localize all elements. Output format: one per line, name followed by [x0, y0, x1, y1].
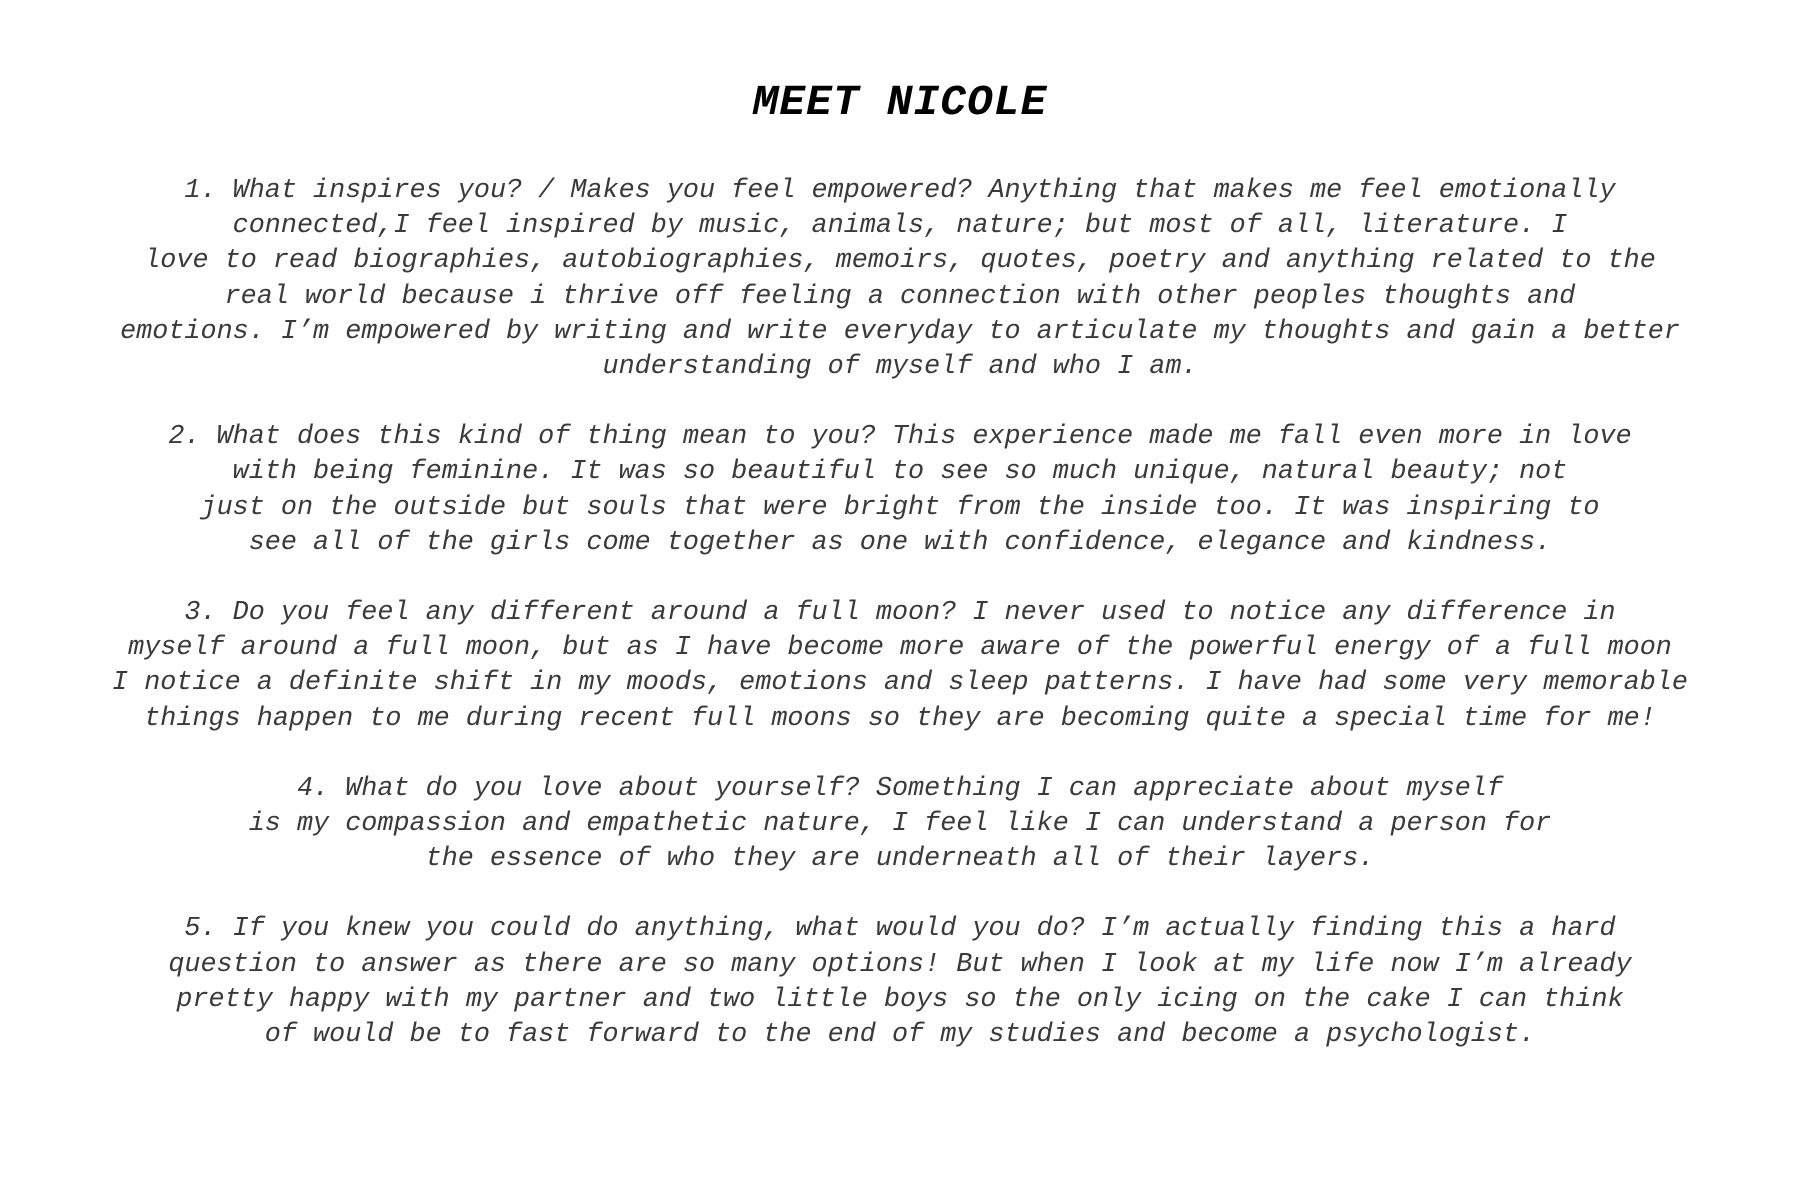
text-line: 2. What does this kind of thing mean to you? This experience made me fall even more in love [168, 422, 1632, 453]
qa-item-2 [0, 420, 1800, 561]
qa-list [0, 174, 1800, 1053]
text-line: with being feminine. It was so beautiful to see so much unique, natural beauty; not [232, 457, 1568, 488]
text-line: I notice a definite shift in my moods, emotions and sleep patterns. I have had some very memorable [112, 668, 1688, 699]
text-line: 4. What do you love about yourself? Something I can appreciate about myself [296, 773, 1504, 804]
text-line: just on the outside but souls that were bright from the inside too. It was inspiring to [200, 492, 1600, 523]
text-line: is my compassion and empathetic nature, I feel like I can understand a person for [248, 809, 1552, 840]
text-line: of would be to fast forward to the end of my studies and become a psychologist. [264, 1020, 1536, 1051]
text-line: 3. Do you feel any different around a full moon? I never used to notice any difference in [184, 598, 1616, 629]
qa-item-4 [0, 772, 1800, 878]
text-line: understanding of myself and who I am. [602, 352, 1198, 383]
page-title: MEET NICOLE [752, 78, 1048, 127]
text-line: things happen to me during recent full moons so they are becoming quite a special time for me! [144, 703, 1656, 734]
text-line: myself around a full moon, but as I have become more aware of the powerful energy of a full moon [128, 633, 1672, 664]
text-line: 5. If you knew you could do anything, what would you do? I’m actually finding this a hard [184, 914, 1616, 945]
text-line: 1. What inspires you? / Makes you feel empowered? Anything that makes me feel emotionally [184, 176, 1616, 206]
text-line: connected,I feel inspired by music, animals, nature; but most of all, literature. I [232, 211, 1568, 242]
qa-item-1 [0, 174, 1800, 385]
text-line: real world because i thrive off feeling a connection with other peoples thoughts and [224, 281, 1576, 312]
text-line: question to answer as there are so many options! But when I look at my life now I’m already [168, 949, 1632, 980]
text-line: emotions. I’m empowered by writing and write everyday to articulate my thoughts and gain a better [120, 316, 1680, 347]
qa-item-3 [0, 596, 1800, 737]
text-line: see all of the girls come together as one with confidence, elegance and kindness. [248, 527, 1552, 558]
qa-item-5 [0, 912, 1800, 1053]
text-line: the essence of who they are underneath all of their layers. [425, 844, 1375, 875]
text-line: love to read biographies, autobiographies, memoirs, quotes, poetry and anything related to the [144, 246, 1656, 277]
text-line: pretty happy with my partner and two little boys so the only icing on the cake I can think [176, 984, 1624, 1015]
